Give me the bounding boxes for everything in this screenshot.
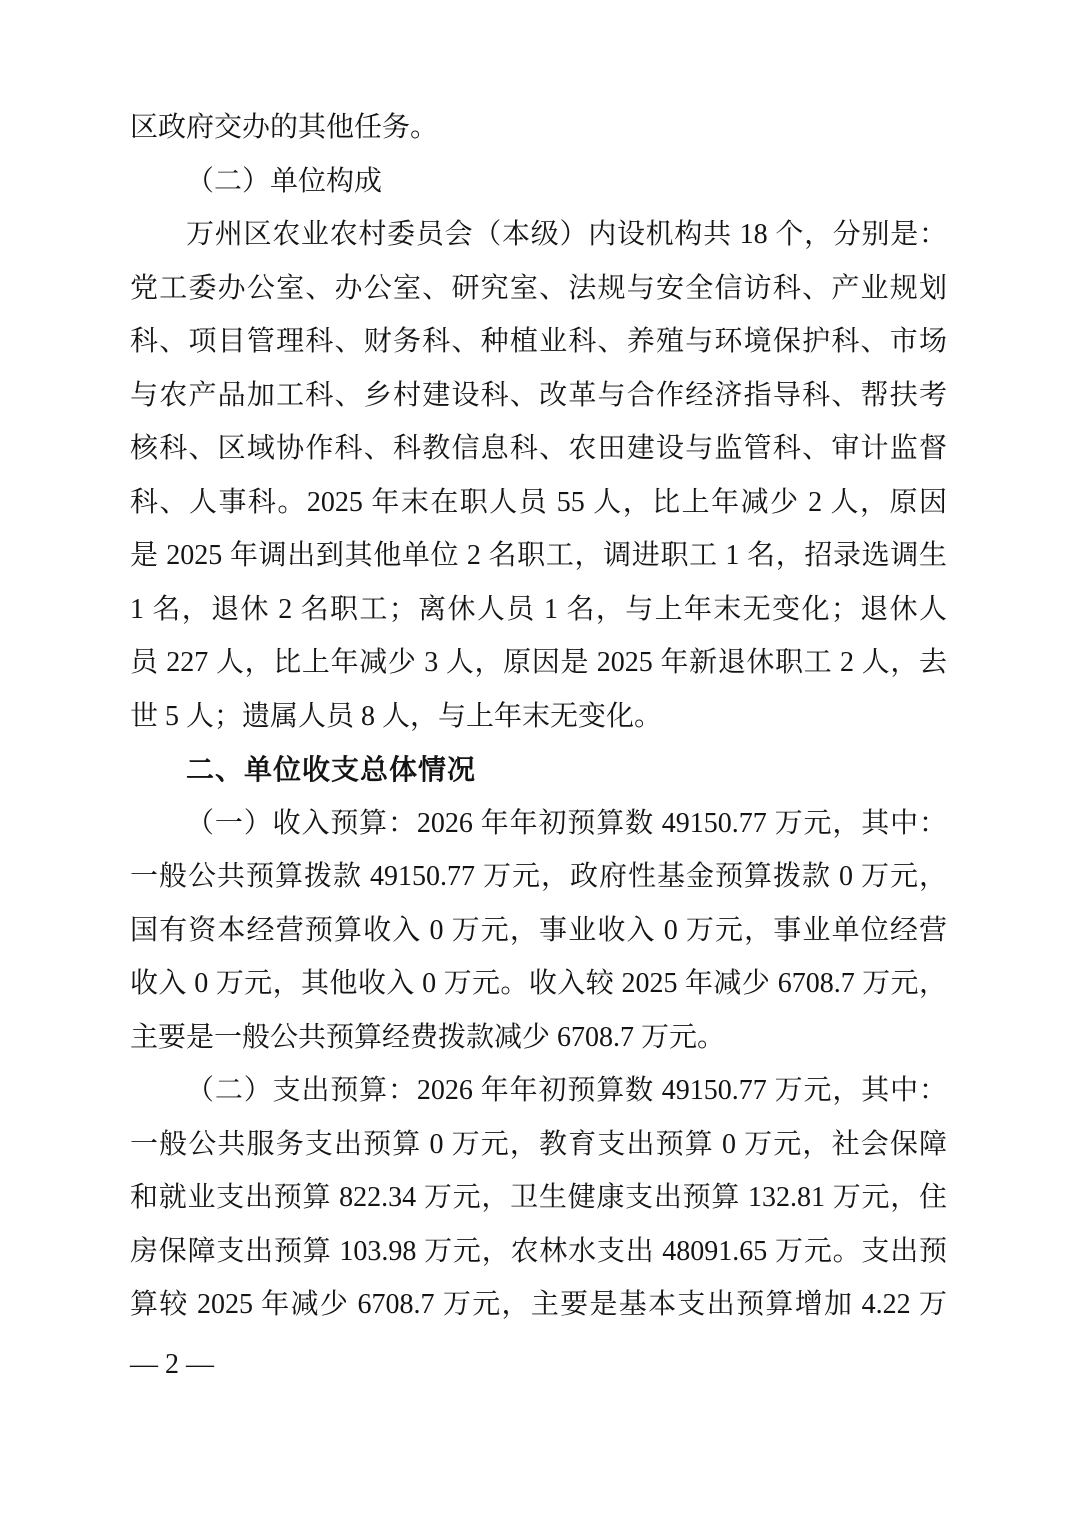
- document-body: [130, 101, 947, 1332]
- text-line: 万州区农业农村委员会（本级）内设机构共 18 个，分别是：: [186, 219, 947, 250]
- text-line: 核科、区域协作科、科教信息科、农田建设与监管科、审计监督: [130, 433, 947, 464]
- subsection-heading-unit-composition: （二）单位构成: [186, 165, 383, 197]
- text-line: 一般公共服务支出预算 0 万元，教育支出预算 0 万元，社会保障: [130, 1128, 947, 1160]
- text-line: 区政府交办的其他任务。: [130, 112, 439, 143]
- text-line: 科、人事科。2025 年末在职人员 55 人，比上年减少 2 人，原因: [130, 486, 947, 518]
- page-number: — 2 —: [130, 1349, 214, 1380]
- text-line: 与农产品加工科、乡村建设科、改革与合作经济指导科、帮扶考: [130, 379, 947, 411]
- text-line: （二）支出预算：2026 年年初预算数 49150.77 万元，其中：: [186, 1075, 947, 1106]
- text-line: 主要是一般公共预算经费拨款减少 6708.7 万元。: [130, 1021, 726, 1053]
- text-line: 党工委办公室、办公室、研究室、法规与安全信访科、产业规划: [130, 272, 947, 304]
- text-line: 一般公共预算拨款 49150.77 万元，政府性基金预算拨款 0 万元，: [130, 861, 947, 892]
- section-heading-income-expense-overview: 二、单位收支总体情况: [186, 754, 477, 785]
- text-line: 员 227 人，比上年减少 3 人，原因是 2025 年新退休职工 2 人，去: [130, 647, 947, 678]
- text-line: 国有资本经营预算收入 0 万元，事业收入 0 万元，事业单位经营: [130, 914, 947, 946]
- text-line: 世 5 人；遗属人员 8 人，与上年末无变化。: [130, 700, 663, 732]
- text-line: 1 名，退休 2 名职工；离休人员 1 名，与上年末无变化；退休人: [130, 593, 947, 625]
- text-line: 科、项目管理科、财务科、种植业科、养殖与环境保护科、市场: [130, 326, 947, 357]
- text-line: 收入 0 万元，其他收入 0 万元。收入较 2025 年减少 6708.7 万元，: [130, 968, 947, 999]
- text-line: 房保障支出预算 103.98 万元，农林水支出 48091.65 万元。支出预: [130, 1235, 947, 1267]
- text-line: 算较 2025 年减少 6708.7 万元，主要是基本支出预算增加 4.22 万: [130, 1289, 947, 1320]
- text-line: 和就业支出预算 822.34 万元，卫生健康支出预算 132.81 万元，住: [130, 1182, 947, 1213]
- text-line: （一）收入预算：2026 年年初预算数 49150.77 万元，其中：: [186, 807, 947, 839]
- text-line: 是 2025 年调出到其他单位 2 名职工，调进职工 1 名，招录选调生: [130, 540, 947, 571]
